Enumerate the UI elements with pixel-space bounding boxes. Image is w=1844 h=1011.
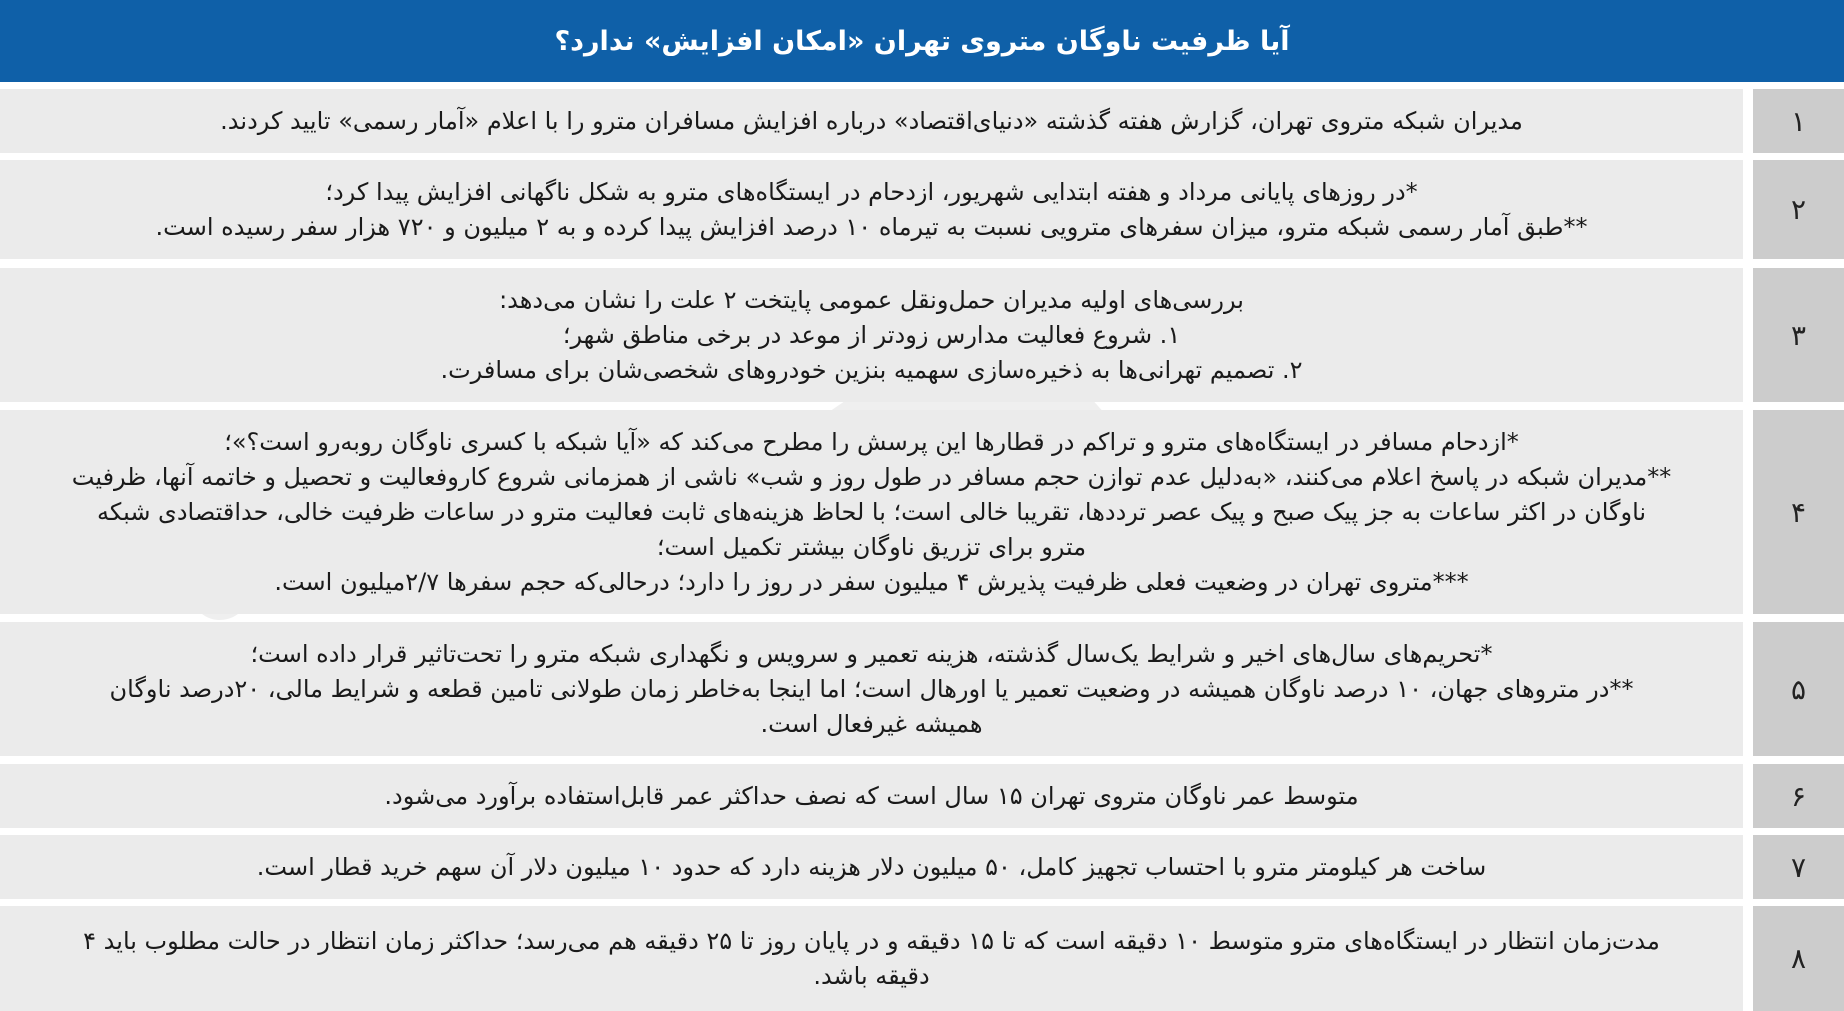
table-row <box>0 268 1844 402</box>
table-row <box>0 906 1844 1011</box>
table-header <box>0 0 1844 82</box>
table-row <box>0 160 1844 259</box>
row-text-line: همیشه غیرفعال است. <box>760 709 983 738</box>
row-text-line: مدت‌زمان انتظار در ایستگاه‌های مترو متوسط ۱۰ دقیقه است که تا ۱۵ دقیقه و در پایان روز تا ۲۵ دقیقه هم می‌رسد؛ حداکثر زمان انتظار در حالت مطلوب باید ۴ <box>83 926 1660 955</box>
row-text-line: **طبق آمار رسمی شبکه مترو، میزان سفرهای مترویی نسبت به تیرماه ۱۰ درصد افزایش پیدا کرده و به ۲ میلیون و ۷۲۰ هزار سفر رسیده است. <box>155 212 1588 241</box>
row-number: ۳ <box>1753 268 1844 402</box>
row-text-line: ناوگان در اکثر ساعات به جز پیک صبح و پیک عصر ترددها، تقریبا خالی است؛ با لحاظ هزینه‌های ثابت فعالیت مترو در ساعات ظرفیت خالی، حداقتصادی شبکه <box>96 497 1647 526</box>
row-text-line: ۱. شروع فعالیت مدارس زودتر از موعد در برخی مناطق شهر؛ <box>562 320 1181 349</box>
row-text-cell <box>0 89 1743 153</box>
table-row <box>0 622 1844 756</box>
row-text-line: *در روزهای پایانی مرداد و هفته ابتدایی شهریور، ازدحام در ایستگاه‌های مترو به شکل ناگهانی افزایش پیدا کرد؛ <box>325 177 1418 206</box>
row-text-line: **مدیران شبکه در پاسخ اعلام می‌کنند، «به‌دلیل عدم توازن حجم مسافر در طول روز و شب» ناشی از همزمانی شروع کاروفعالیت و تحصیل و خاتمه آنها، ظرفیت <box>71 462 1672 491</box>
row-number: ۷ <box>1753 835 1844 899</box>
row-number: ۸ <box>1753 906 1844 1011</box>
row-text-cell <box>0 268 1743 402</box>
row-text-line: ساخت هر کیلومتر مترو با احتساب تجهیز کامل، ۵۰ میلیون دلار هزینه دارد که حدود ۱۰ میلیون دلار آن سهم خرید قطار است. <box>256 852 1487 881</box>
row-text-cell <box>0 160 1743 259</box>
row-text-line: بررسی‌های اولیه مدیران حمل‌ونقل عمومی پایتخت ۲ علت را نشان می‌دهد: <box>499 285 1244 314</box>
row-text-line: *ازدحام مسافر در ایستگاه‌های مترو و تراکم در قطارها این پرسش را مطرح می‌کند که «آیا شبکه با کسری ناوگان روبه‌رو است؟»؛ <box>224 427 1519 456</box>
row-text-cell <box>0 622 1743 756</box>
table-row <box>0 89 1844 153</box>
row-text-cell <box>0 906 1743 1011</box>
row-text-cell <box>0 835 1743 899</box>
row-text-line: **در متروهای جهان، ۱۰ درصد ناوگان همیشه در وضعیت تعمیر یا اورهال است؛ اما اینجا به‌خاطر زمان طولانی تامین قطعه و شرایط مالی، ۲۰درصد ناوگان <box>109 674 1634 703</box>
row-text-line: مترو برای تزریق ناوگان بیشتر تکمیل است؛ <box>656 532 1087 561</box>
row-number: ۲ <box>1753 160 1844 259</box>
row-number: ۵ <box>1753 622 1844 756</box>
row-text-line: مدیران شبکه متروی تهران، گزارش هفته گذشته «دنیای‌اقتصاد» درباره افزایش مسافران مترو را با اعلام «آمار رسمی» تایید کردند. <box>220 106 1523 135</box>
table-title: آیا ظرفیت ناوگان متروی تهران «امکان افزایش» ندارد؟ <box>554 25 1290 57</box>
row-text-cell <box>0 764 1743 828</box>
row-text-line: متوسط عمر ناوگان متروی تهران ۱۵ سال است که نصف حداکثر عمر قابل‌استفاده برآورد می‌شود. <box>384 781 1359 810</box>
row-text-line: ***متروی تهران در وضعیت فعلی ظرفیت پذیرش ۴ میلیون سفر در روز را دارد؛ درحالی‌که حجم سفرها ۲/۷میلیون است. <box>274 567 1469 596</box>
row-text-line: دقیقه باشد. <box>813 961 930 990</box>
row-text-line: ۲. تصمیم تهرانی‌ها به ذخیره‌سازی سهمیه بنزین خودروهای شخصی‌شان برای مسافرت. <box>440 355 1303 384</box>
table-row <box>0 835 1844 899</box>
row-number: ۴ <box>1753 410 1844 614</box>
table-row <box>0 764 1844 828</box>
row-number: ۱ <box>1753 89 1844 153</box>
row-number: ۶ <box>1753 764 1844 828</box>
table-row <box>0 410 1844 614</box>
row-text-line: *تحریم‌های سال‌های اخیر و شرایط یک‌سال گذشته، هزینه تعمیر و سرویس و نگهداری شبکه مترو را تحت‌تاثیر قرار داده است؛ <box>250 639 1493 668</box>
row-text-cell <box>0 410 1743 614</box>
